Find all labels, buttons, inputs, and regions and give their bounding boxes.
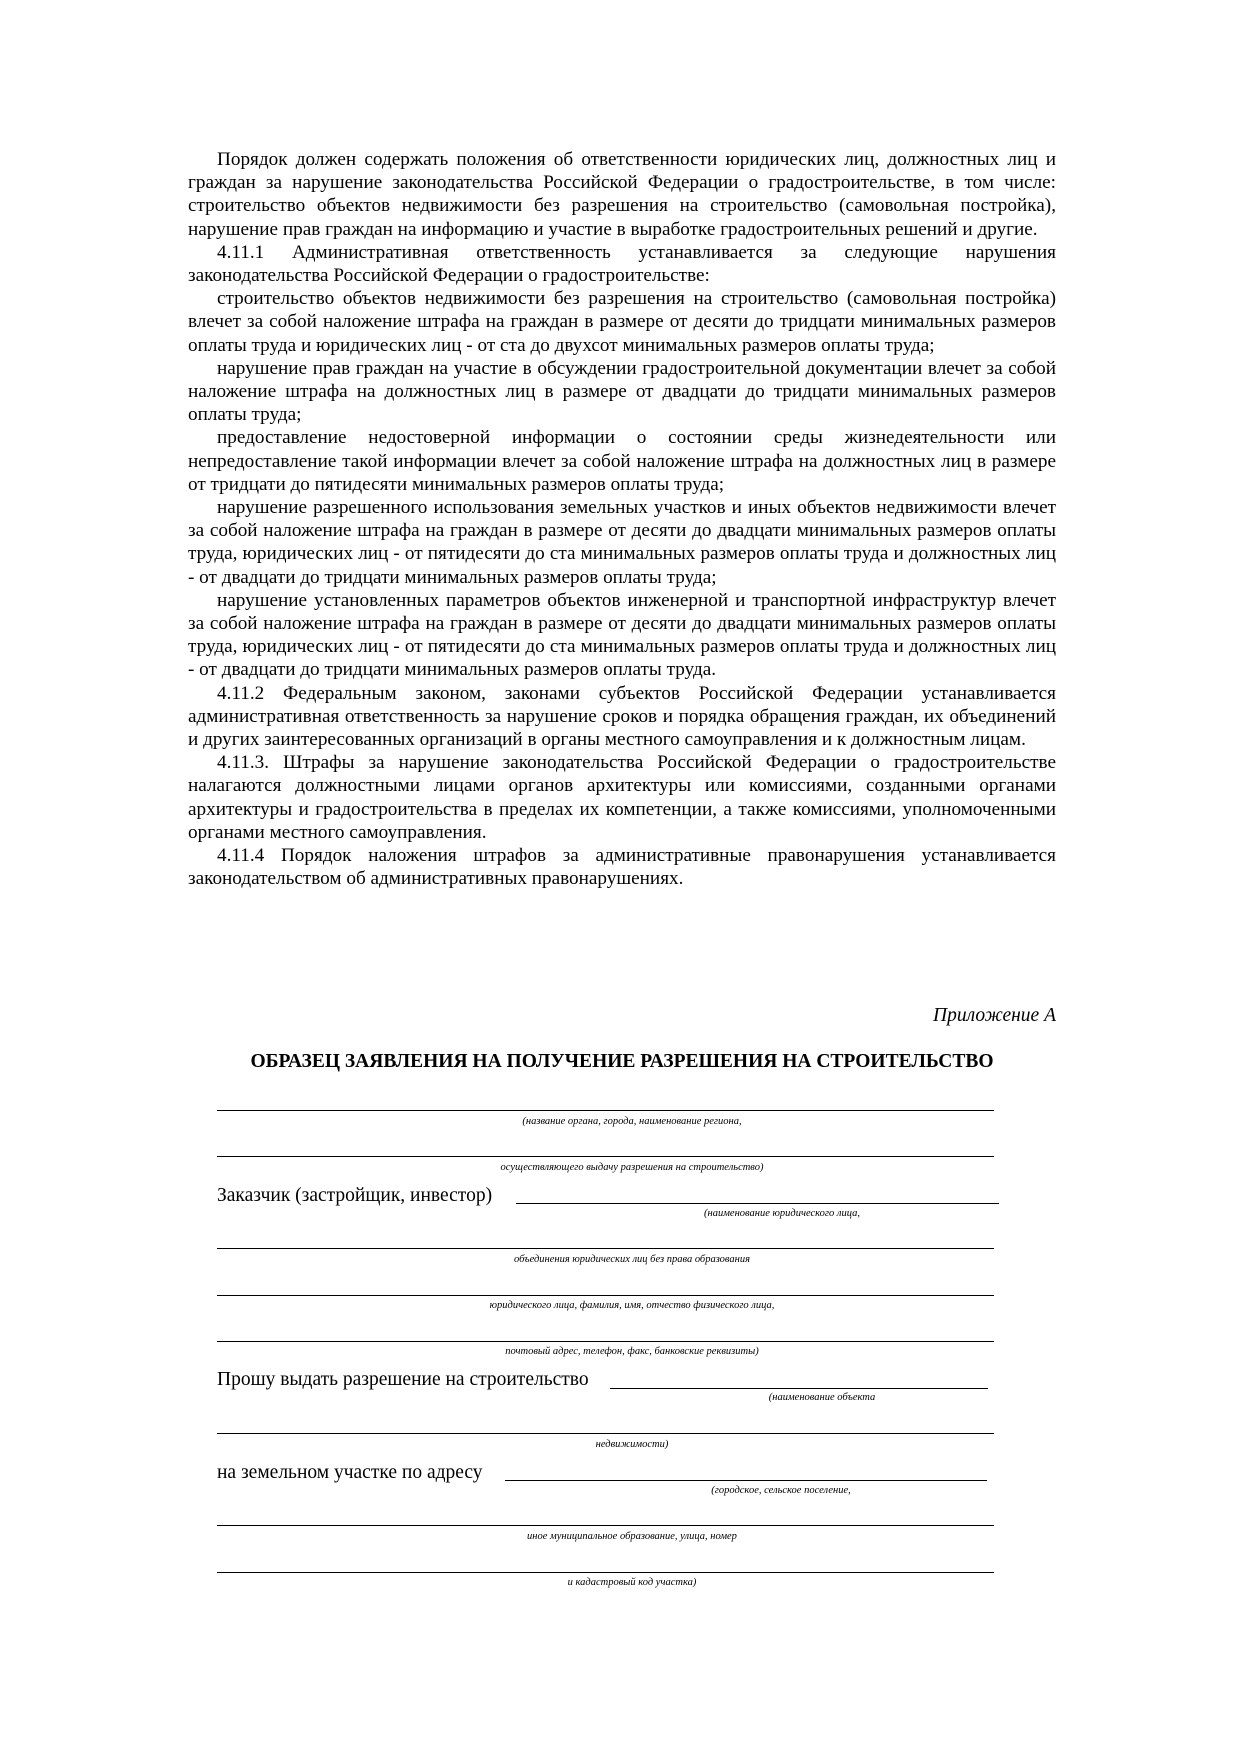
field-caption: (наименование объекта [768, 1392, 876, 1403]
field-caption: почтовый адрес, телефон, факс, банковские реквизиты) [505, 1346, 759, 1357]
land-label: на земельном участке по адресу [217, 1462, 483, 1483]
fill-line[interactable] [217, 1110, 994, 1111]
form-title: ОБРАЗЕЦ ЗАЯВЛЕНИЯ НА ПОЛУЧЕНИЕ РАЗРЕШЕНИЯ НА СТРОИТЕЛЬСТВО [250, 1051, 994, 1072]
fill-line[interactable] [217, 1156, 994, 1157]
field-caption: и кадастровый код участка) [567, 1577, 697, 1588]
fill-line[interactable] [217, 1433, 994, 1434]
field-caption: (название органа, города, наименование региона, [522, 1116, 742, 1127]
fill-line[interactable] [516, 1203, 999, 1204]
field-caption: (наименование юридического лица, [704, 1208, 860, 1219]
paragraph: нарушение установленных параметров объектов инженерной и транспортной инфраструктур влечет за собой наложение штрафа на граждан в размере от десяти до двадцати минимальных размеров оплаты труда, юридических лиц - от пятидесяти до ста минимальных размеров оплаты труда и должностных лиц - от двадцати до тридцати минимальных размеров оплаты труда. [188, 589, 1056, 681]
body-text [188, 148, 1056, 891]
fill-line[interactable] [217, 1248, 994, 1249]
paragraph: 4.11.4 Порядок наложения штрафов за административные правонарушения устанавливается законодательством об административных правонарушениях. [188, 845, 1056, 890]
fill-line[interactable] [217, 1295, 994, 1296]
fill-line[interactable] [217, 1572, 994, 1573]
appendix-label: Приложение А [933, 1005, 1056, 1026]
paragraph: строительство объектов недвижимости без разрешения на строительство (самовольная постройка) влечет за собой наложение штрафа на граждан в размере от десяти до тридцати минимальных размеров оплаты труда и юридических лиц - от ста до двухсот минимальных размеров оплаты труда; [188, 288, 1056, 356]
paragraph: нарушение разрешенного использования земельных участков и иных объектов недвижимости влечет за собой наложение штрафа на граждан в размере от десяти до двадцати минимальных размеров оплаты труда, юридических лиц - от пятидесяти до ста минимальных размеров оплаты труда и должностных лиц - от двадцати до тридцати минимальных размеров оплаты труда; [188, 497, 1056, 588]
request-label: Прошу выдать разрешение на строительство [217, 1369, 589, 1390]
field-caption: (городское, сельское поселение, [711, 1485, 851, 1496]
paragraph: 4.11.2 Федеральным законом, законами субъектов Российской Федерации устанавливается административная ответственность за нарушение сроков и порядка обращения граждан, их объединений и других заинтересованных организаций в органы местного самоуправления и к должностным лицам. [188, 682, 1056, 751]
field-caption: юридического лица, фамилия, имя, отчество физического лица, [489, 1300, 775, 1311]
paragraph: Порядок должен содержать положения об ответственности юридических лиц, должностных лиц и граждан за нарушение законодательства Российской Федерации о градостроительстве, в том числе: строительство объектов недвижимости без разрешения на строительство (самовольная постройка), нарушение прав граждан на информацию и участие в выработке градостроительных решений и другие. [188, 149, 1056, 240]
field-caption: иное муниципальное образование, улица, номер [527, 1531, 737, 1542]
field-caption: недвижимости) [595, 1439, 669, 1450]
paragraph: 4.11.3. Штрафы за нарушение законодательства Российской Федерации о градостроительстве налагаются должностными лицами органов архитектуры или комиссиями, созданными органами архитектуры и градостроительства в пределах их компетенции, а также комиссиями, уполномоченными органами местного самоуправления. [188, 752, 1056, 843]
field-caption: объединения юридических лиц без права образования [514, 1254, 750, 1265]
paragraph: 4.11.1 Административная ответственность устанавливается за следующие нарушения законодательства Российской Федерации о градостроительстве: [188, 241, 1056, 287]
fill-line[interactable] [217, 1525, 994, 1526]
fill-line[interactable] [217, 1341, 994, 1342]
paragraph: предоставление недостоверной информации о состоянии среды жизнедеятельности или непредоставление такой информации влечет за собой наложение штрафа на должностных лиц в размере от тридцати до пятидесяти минимальных размеров оплаты труда; [188, 427, 1056, 495]
fill-line[interactable] [505, 1480, 987, 1481]
paragraph: нарушение прав граждан на участие в обсуждении градостроительной документации влечет за собой наложение штрафа на должностных лиц в размере от двадцати до тридцати минимальных размеров оплаты труда; [188, 357, 1056, 426]
customer-label: Заказчик (застройщик, инвестор) [217, 1185, 493, 1206]
fill-line[interactable] [610, 1388, 988, 1389]
field-caption: осуществляющего выдачу разрешения на строительство) [500, 1162, 764, 1173]
